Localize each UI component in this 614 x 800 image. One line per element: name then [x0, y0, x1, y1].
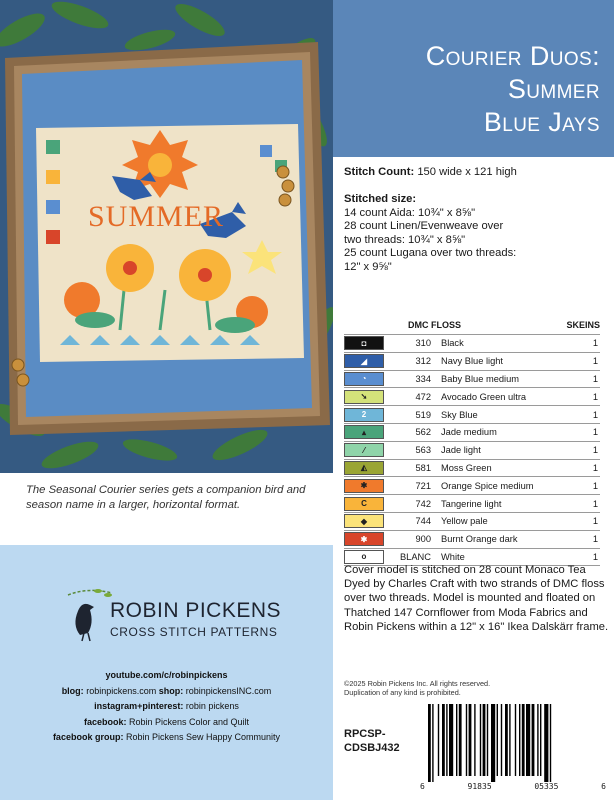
sku-line-2: CDSBJ432: [344, 742, 400, 754]
barcode-numbers: [420, 782, 606, 791]
floss-number: 742: [386, 495, 441, 513]
barcode-bar: [487, 704, 488, 776]
instagram-link[interactable]: robin pickens: [185, 701, 239, 711]
robin-logo-icon: [58, 585, 118, 645]
barcode-bar: [519, 704, 520, 776]
stitched-size-line: 14 count Aida: 10¾" x 8⅝": [344, 206, 476, 219]
floss-name: Black: [441, 335, 566, 353]
barcode-bar: [509, 704, 510, 776]
copyright: [344, 679, 490, 697]
floss-number: 900: [386, 530, 441, 548]
floss-swatch: o: [344, 550, 384, 564]
barcode-bar: [483, 704, 486, 776]
floss-swatch: ◘: [344, 336, 384, 350]
floss-table: [344, 318, 600, 566]
floss-number: 581: [386, 459, 441, 477]
stitched-size-label: Stitched size:: [344, 193, 417, 205]
sku-line-1: RPCSP-: [344, 728, 386, 740]
floss-row: [344, 512, 600, 530]
floss-skeins: 1: [566, 423, 600, 441]
barcode-bar: [466, 704, 467, 776]
barcode-bar: [501, 704, 502, 776]
barcode-bar: [540, 704, 541, 776]
floss-name: Jade light: [441, 441, 566, 459]
barcode-bar: [446, 704, 447, 776]
barcode-bar: [459, 704, 462, 776]
barcode-bar: [497, 704, 498, 776]
floss-swatch: ⁄: [344, 443, 384, 457]
stitched-size-line: 25 count Lugana over two threads:: [344, 247, 517, 259]
floss-number: BLANC: [386, 548, 441, 566]
barcode-bar: [526, 704, 530, 776]
floss-skeins: 1: [566, 512, 600, 530]
barcode-bar: [442, 704, 445, 776]
photo-caption-area: [0, 473, 333, 545]
floss-row: [344, 459, 600, 477]
floss-name: Moss Green: [441, 459, 566, 477]
barcode-bar: [469, 704, 472, 776]
blog-label: blog:: [61, 685, 84, 696]
copyright-line-1: ©2025 Robin Pickens Inc. All rights reserved.: [344, 679, 491, 688]
pattern-title: [330, 40, 600, 139]
barcode-bars: [420, 702, 606, 782]
floss-swatch: ✱: [344, 479, 384, 493]
stitch-count: [344, 166, 606, 180]
floss-number: 562: [386, 423, 441, 441]
title-line-3: Blue Jays: [483, 107, 600, 137]
title-panel: [333, 0, 614, 157]
barcode-digit: 05335: [534, 782, 559, 791]
floss-swatch: ◭: [344, 461, 384, 475]
barcode: [420, 702, 606, 794]
floss-swatch: C: [344, 497, 384, 511]
barcode-bar: [428, 704, 431, 782]
skeins-header: SKEINS: [566, 320, 600, 330]
floss-swatch: ◢: [344, 354, 384, 368]
stitched-size-line: 28 count Linen/Evenweave over: [344, 220, 504, 232]
floss-skeins: 1: [566, 548, 600, 566]
floss-row: [344, 388, 600, 406]
floss-name: Sky Blue: [441, 406, 566, 424]
summer-word: SUMMER: [88, 200, 225, 233]
title-line-2: Summer: [507, 74, 600, 104]
floss-row: [344, 406, 600, 424]
floss-header-row: [344, 318, 600, 335]
barcode-bar: [532, 704, 535, 776]
floss-swatch: ▴: [344, 425, 384, 439]
barcode-digit: 6: [601, 782, 606, 791]
barcode-bar: [544, 704, 548, 782]
brand-name: ROBIN PICKENS: [110, 599, 282, 622]
title-line-1: Courier Duos:: [425, 41, 600, 71]
floss-name: Orange Spice medium: [441, 477, 566, 495]
floss-name: White: [441, 548, 566, 566]
floss-swatch: ◆: [344, 514, 384, 528]
floss-number: 519: [386, 406, 441, 424]
floss-swatch: ◔: [344, 372, 384, 386]
photo-caption: The Seasonal Courier series gets a companion bird and season name in a larger, horizontal format.: [26, 484, 306, 512]
floss-skeins: 1: [566, 388, 600, 406]
floss-number: 472: [386, 388, 441, 406]
barcode-bar: [432, 704, 433, 782]
floss-skeins: 1: [566, 530, 600, 548]
barcode-bar: [537, 704, 538, 776]
stitch-count-label: Stitch Count:: [344, 166, 415, 178]
floss-skeins: 1: [566, 441, 600, 459]
floss-number: 310: [386, 335, 441, 353]
floss-skeins: 1: [566, 352, 600, 370]
shop-link[interactable]: robinpickensINC.com: [185, 685, 272, 696]
floss-number: 312: [386, 352, 441, 370]
barcode-bar: [505, 704, 508, 776]
brand-subtitle: CROSS STITCH PATTERNS: [110, 625, 278, 639]
facebook-label: facebook:: [83, 716, 127, 727]
facebook-group-link[interactable]: Robin Pickens Sew Happy Community: [125, 732, 281, 742]
floss-swatch: ➘: [344, 390, 384, 404]
product-photo: [0, 0, 333, 473]
floss-swatch: 2: [344, 408, 384, 422]
barcode-bar: [456, 704, 457, 776]
floss-row: [344, 495, 600, 513]
floss-name: Burnt Orange dark: [441, 530, 566, 548]
floss-number: 334: [386, 370, 441, 388]
floss-number: 744: [386, 512, 441, 530]
model-note: Cover model is stitched on 28 count Monaco Tea Dyed by Charles Craft with two strands of DMC floss over two threads. Model is mounted and floated on Thatched 147 Cornflower from Moda Fabrics and Robin Pickens within a 12" x 16" Ikea Dalskärr frame.: [344, 564, 609, 633]
floss-skeins: 1: [566, 459, 600, 477]
facebook-group-label: facebook group:: [52, 732, 124, 742]
floss-skeins: 1: [566, 477, 600, 495]
floss-skeins: 1: [566, 495, 600, 513]
floss-skeins: 1: [566, 370, 600, 388]
shop-label: shop:: [158, 685, 184, 696]
floss-skeins: 1: [566, 406, 600, 424]
floss-name: Tangerine light: [441, 495, 566, 513]
stitched-size-line: two threads: 10¾" x 8⅝": [344, 233, 466, 246]
floss-number: 721: [386, 477, 441, 495]
floss-name: Yellow pale: [441, 512, 566, 530]
facebook-link[interactable]: Robin Pickens Color and Quilt: [128, 716, 250, 727]
floss-row: [344, 335, 600, 353]
blog-link[interactable]: robinpickens.com: [86, 685, 157, 696]
floss-row: [344, 477, 600, 495]
barcode-bar: [515, 704, 516, 776]
floss-swatch: ✱: [344, 532, 384, 546]
barcode-bar: [522, 704, 525, 776]
floss-row: [344, 352, 600, 370]
floss-name: Baby Blue medium: [441, 370, 566, 388]
sku: [344, 727, 400, 755]
copyright-line-2: Duplication of any kind is prohibited.: [344, 688, 461, 697]
stitched-size: [344, 193, 606, 274]
stitched-size-line: 12" x 9⅝": [344, 260, 392, 273]
barcode-bar: [449, 704, 453, 776]
contact-links: [0, 668, 333, 746]
barcode-bar: [491, 704, 495, 782]
youtube-link[interactable]: youtube.com/c/robinpickens: [105, 670, 228, 680]
floss-row: [344, 423, 600, 441]
floss-number: 563: [386, 441, 441, 459]
floss-skeins: 1: [566, 335, 600, 353]
barcode-bar: [474, 704, 475, 776]
floss-row: [344, 370, 600, 388]
barcode-bar: [438, 704, 439, 776]
barcode-bar: [550, 704, 551, 782]
barcode-digit: 6: [420, 782, 425, 791]
dmc-floss-header: DMC FLOSS: [408, 320, 461, 330]
barcode-digit: 91835: [467, 782, 492, 791]
stitch-count-value: 150 wide x 121 high: [417, 166, 517, 178]
floss-name: Jade medium: [441, 423, 566, 441]
floss-name: Navy Blue light: [441, 352, 566, 370]
floss-row: [344, 530, 600, 548]
barcode-bar: [480, 704, 481, 776]
floss-name: Avocado Green ultra: [441, 388, 566, 406]
instagram-label: instagram+pinterest:: [94, 701, 184, 711]
floss-row: [344, 441, 600, 459]
